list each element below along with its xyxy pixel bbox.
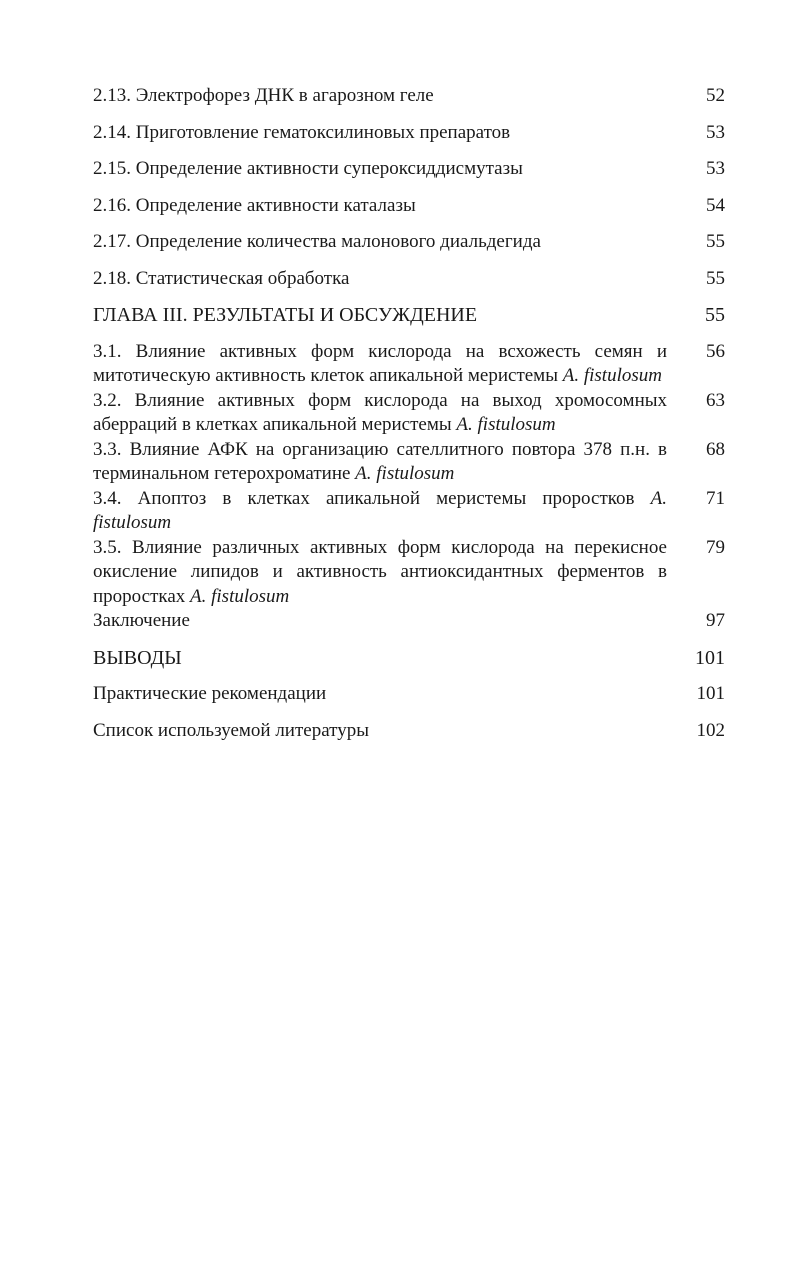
toc-entry-2-13 (93, 84, 725, 109)
toc-entry-3-3 (93, 438, 725, 487)
toc-entry-title (93, 194, 667, 219)
page-number: 101 (696, 683, 725, 704)
page-number: 54 (706, 194, 725, 216)
toc-entry-references (93, 719, 725, 744)
toc-entry-2-16 (93, 194, 725, 219)
species-name: A. fistulosum (562, 365, 662, 386)
toc-entry-title (93, 157, 667, 182)
species-name: A. fistulosum (456, 414, 556, 435)
page-number: 101 (695, 646, 725, 669)
section-title: Практические рекомендации (93, 683, 327, 704)
section-title: Влияние активных форм кислорода на всхожесть семян и митотическую активность клеток апикальной меристемы (93, 340, 667, 386)
section-title: Влияние активных форм кислорода на выход хромосомных аберраций в клетках апикальной меристемы (93, 389, 667, 435)
toc-entry-2-15 (93, 157, 725, 182)
toc-entry-3-5 (93, 536, 725, 610)
page-number: 55 (705, 304, 725, 326)
toc-entry-title (93, 267, 667, 292)
section-title: Заключение (93, 610, 190, 631)
page-number: 102 (696, 719, 725, 741)
page-number: 79 (706, 536, 725, 558)
section-number: 3.2. (93, 389, 122, 411)
toc-entry-2-14 (93, 121, 725, 146)
section-number: 2.17. (93, 231, 131, 252)
chapter-heading: ВЫВОДЫ (93, 646, 182, 669)
toc-entry-title (93, 389, 667, 438)
toc-entry-title (93, 487, 667, 536)
section-number: 2.18. (93, 267, 131, 289)
toc-entry-2-18 (93, 267, 725, 292)
section-title: Апоптоз в клетках апикальной меристемы проростков (137, 487, 635, 509)
page-number: 56 (706, 340, 725, 362)
section-title: Определение активности каталазы (135, 194, 416, 216)
page-number: 55 (706, 231, 725, 252)
section-number: 3.5. (93, 536, 122, 558)
species-name: A. fistulosum (93, 487, 667, 533)
page-number: 71 (706, 487, 725, 509)
page-number: 68 (706, 438, 725, 460)
page-number: 53 (706, 158, 725, 179)
section-number: 3.1. (93, 340, 122, 362)
toc-entry-title (93, 340, 667, 389)
section-number: 3.4. (93, 487, 122, 509)
section-title: Определение количества малонового диальдегида (135, 231, 541, 252)
toc-entry-3-2 (93, 389, 725, 438)
toc-entry-title (93, 121, 667, 146)
section-number: 2.14. (93, 121, 131, 143)
toc-entry-title (93, 438, 667, 487)
toc-entry-title (93, 536, 667, 610)
section-number: 3.3. (93, 438, 122, 460)
section-title: Приготовление гематоксилиновых препаратов (135, 121, 511, 143)
section-number: 2.13. (93, 85, 131, 106)
toc-entry-title (93, 84, 667, 109)
toc-entry-chapter-3 (93, 303, 725, 328)
toc-entry-recommendations (93, 682, 725, 707)
toc-entry-conclusion (93, 609, 725, 634)
section-number: 2.15. (93, 158, 131, 179)
toc-entry-3-4 (93, 487, 725, 536)
toc-entry-2-17 (93, 230, 725, 255)
species-name: A. fistulosum (190, 585, 290, 607)
page-number: 63 (706, 389, 725, 411)
section-title: Статистическая обработка (135, 267, 350, 289)
section-title: Определение активности супероксиддисмутазы (135, 158, 523, 179)
toc-entry-title (93, 230, 667, 255)
species-name: A. fistulosum (355, 463, 455, 484)
section-title: Влияние АФК на организацию сателлитного повтора 378 п.н. в терминальном гетерохроматине (93, 438, 667, 484)
section-title: Влияние различных активных форм кислорода на перекисное окисление липидов и активность антиоксидантных ферментов в проростках (93, 536, 667, 607)
chapter-heading: ГЛАВА III. РЕЗУЛЬТАТЫ И ОБСУЖДЕНИЕ (93, 304, 478, 326)
page-number: 97 (706, 610, 725, 631)
table-of-contents (93, 80, 725, 743)
section-title: Электрофорез ДНК в агарозном геле (135, 85, 434, 106)
section-number: 2.16. (93, 194, 131, 216)
page-number: 53 (706, 121, 725, 143)
toc-entry-findings (93, 646, 725, 671)
page-number: 55 (706, 267, 725, 289)
page-number: 52 (706, 85, 725, 106)
section-title: Список используемой литературы (93, 719, 369, 741)
toc-entry-3-1 (93, 340, 725, 389)
